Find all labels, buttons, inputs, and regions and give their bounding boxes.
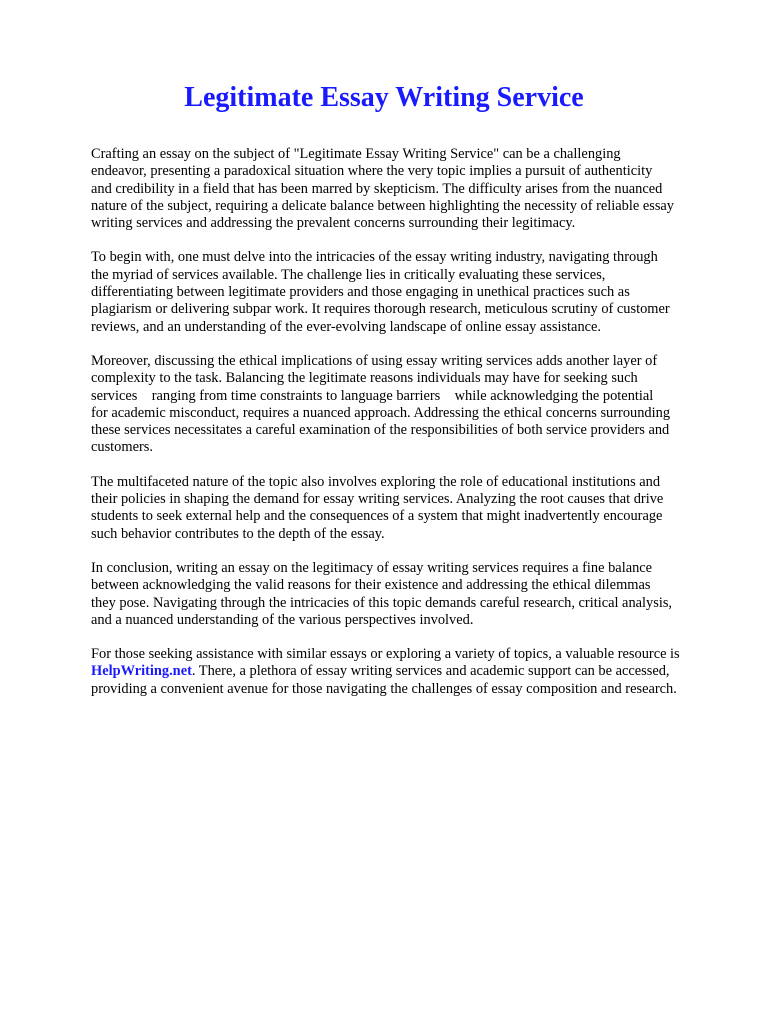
text-line: providing a convenient avenue for those navigating the challenges of essay composition and research. xyxy=(91,680,677,697)
paragraph-5 xyxy=(91,560,741,629)
text-line: services ranging from time constraints to language barriers while acknowledging the potential xyxy=(91,387,654,404)
text-line: and a nuanced understanding of the various perspectives involved. xyxy=(91,611,474,628)
text-line: they pose. Navigating through the intricacies of this topic demands careful research, critical analysis, xyxy=(91,594,673,611)
document-title: Legitimate Essay Writing Service xyxy=(184,82,584,113)
text-line: Crafting an essay on the subject of "Legitimate Essay Writing Service" can be a challenging xyxy=(91,146,621,162)
text-line: Moreover, discussing the ethical implications of using essay writing services adds another layer of xyxy=(91,352,658,369)
text-line: writing services and addressing the prevalent concerns surrounding their legitimacy. xyxy=(91,215,576,232)
text-line: for academic misconduct, requires a nuanced approach. Addressing the ethical concerns surrounding xyxy=(91,404,671,421)
paragraph-1 xyxy=(91,146,741,232)
paragraph-3 xyxy=(91,353,741,457)
text-line: For those seeking assistance with similar essays or exploring a variety of topics, a valuable resource is xyxy=(91,646,680,663)
paragraph-closing xyxy=(91,646,741,698)
text-line: students to seek external help and the consequences of a system that might inadvertently encourage xyxy=(91,508,663,525)
text-line: reviews, and an understanding of the ever-evolving landscape of online essay assistance. xyxy=(91,318,602,335)
text-line: such behavior contributes to the depth of the essay. xyxy=(91,525,385,542)
text-line: the myriad of services available. The challenge lies in critically evaluating these services, xyxy=(91,266,606,283)
text-line: complexity to the task. Balancing the legitimate reasons individuals may have for seeking such xyxy=(91,370,638,387)
text-line: nature of the subject, requiring a delicate balance between highlighting the necessity of reliable essay xyxy=(91,197,674,214)
text-line: their policies in shaping the demand for essay writing services. Analyzing the root causes that drive xyxy=(91,491,664,508)
paragraph-4 xyxy=(91,474,741,543)
text-fragment: . There, a plethora of essay writing services and academic support can be accessed, xyxy=(191,663,670,680)
text-line: between acknowledging the valid reasons for their existence and addressing the ethical dilemmas xyxy=(91,577,651,594)
text-line: differentiating between legitimate providers and those engaging in unethical practices such as xyxy=(91,284,630,301)
text-line: To begin with, one must delve into the intricacies of the essay writing industry, navigating through xyxy=(91,249,658,266)
paragraph-2 xyxy=(91,249,741,335)
text-line: In conclusion, writing an essay on the legitimacy of essay writing services requires a fine balance xyxy=(91,559,653,576)
text-line: plagiarism or delivering subpar work. It requires thorough research, meticulous scrutiny of customer xyxy=(91,301,670,318)
document-body xyxy=(91,146,741,715)
text-line-with-link xyxy=(91,663,741,680)
text-line: these services necessitates a careful examination of the responsibilities of both service providers and xyxy=(91,422,670,439)
helpwriting-link[interactable]: HelpWriting.net xyxy=(91,663,192,680)
text-line: and credibility in a field that has been marred by skepticism. The difficulty arises from the nuanced xyxy=(91,180,663,197)
text-line: customers. xyxy=(91,439,153,456)
text-line: The multifaceted nature of the topic also involves exploring the role of educational institutions and xyxy=(91,473,661,490)
text-line: endeavor, presenting a paradoxical situation where the very topic implies a pursuit of authenticity xyxy=(91,163,653,180)
